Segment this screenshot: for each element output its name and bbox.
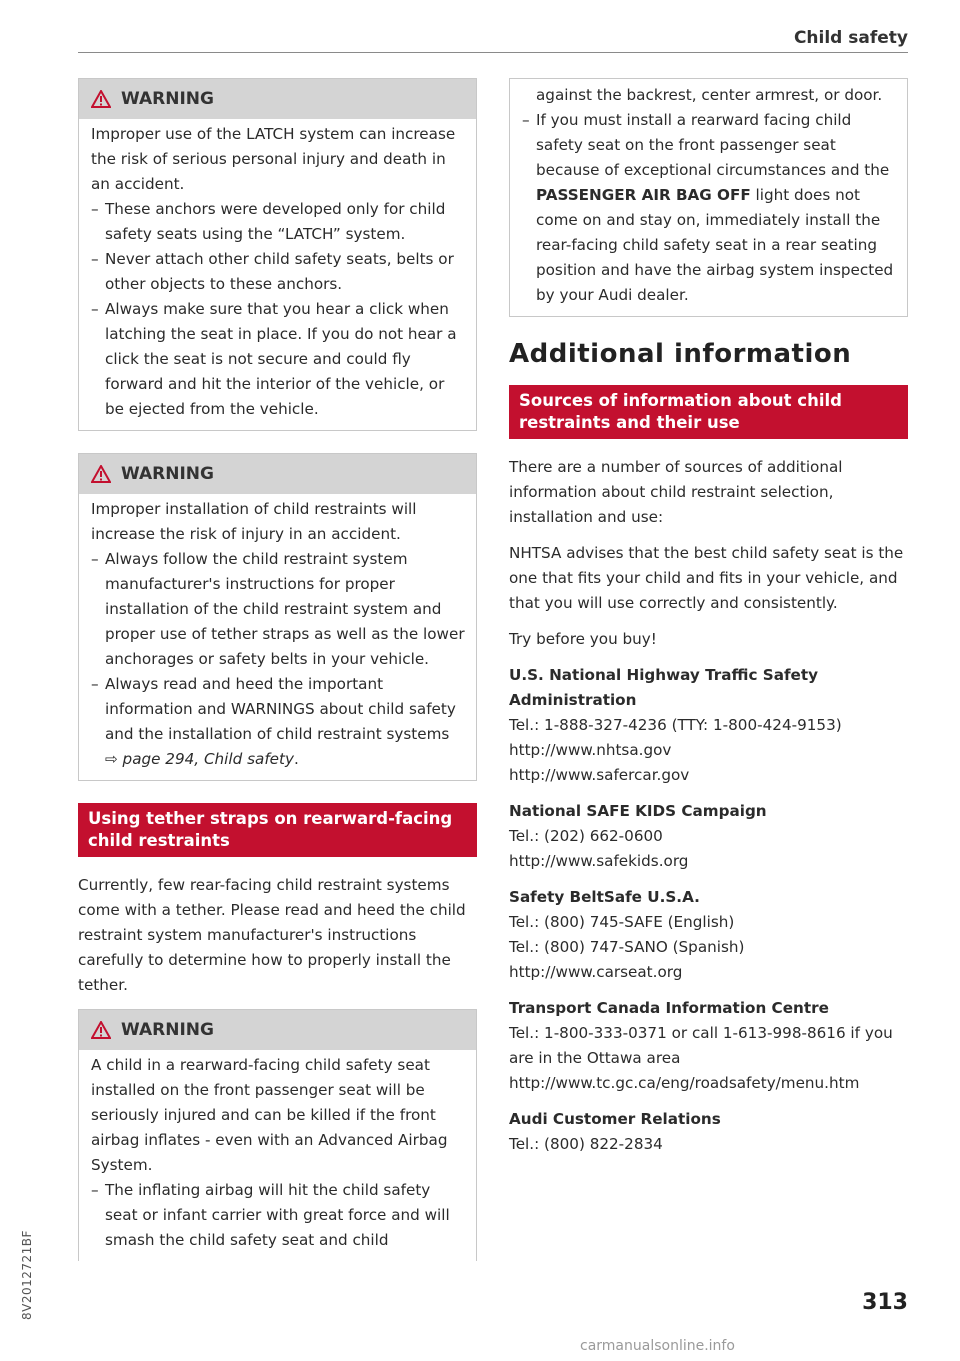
warning-list [91,197,466,422]
warning-list [522,108,897,308]
org-entry [509,799,908,874]
org-contact-line: Tel.: (800) 822-2834 [509,1135,663,1153]
org-link[interactable]: http://www.carseat.org [509,963,683,981]
warning-intro: Improper installation of child restraints will increase the risk of injury in an accident. [91,500,417,543]
org-name: Transport Canada Information Centre [509,999,829,1017]
page-reference-link[interactable]: ⇨ page 294, Child safety [105,750,294,768]
warning-box-rearward [78,1009,477,1261]
right-column [509,78,908,1168]
org-contact-line: Tel.: 1-800-333-0371 or call 1-613-998-8616 if you are in the Ottawa area [509,1024,893,1067]
warning-intro: Improper use of the LATCH system can increase the risk of serious personal injury and death in an accident. [91,125,456,193]
warning-triangle-icon [91,90,111,108]
paragraph: NHTSA advises that the best child safety seat is the one that fits your child and fits in your vehicle, and that you will use correctly and consistently. [509,544,904,612]
warning-list-item: – Always make sure that you hear a click when latching the seat in place. If you do not hear a click the seat is not secure and could fly forward and hit the interior of the vehicle, or be ejected from the vehicle. [91,297,466,422]
warning-list [91,547,466,772]
left-column [78,78,477,1261]
org-link[interactable]: http://www.safekids.org [509,852,689,870]
org-entry [509,1107,908,1157]
warning-intro: A child in a rearward-facing child safety seat installed on the front passenger seat will be seriously injured and can be killed if the front airbag inflates - even with an Advanced Airbag System. [91,1056,448,1174]
warning-list-item: – These anchors were developed only for child safety seats using the “LATCH” system. [91,197,466,247]
org-entry [509,996,908,1096]
warning-list-item [91,672,466,772]
list-item-text: Always read and heed the important information and WARNINGS about child safety and the installation of child restraint systems [105,675,456,743]
watermark: carmanualsonline.info [580,1338,735,1354]
warning-list-item: – The inflating airbag will hit the child safety seat or infant carrier with great force and will smash the child safety seat and child [91,1178,466,1253]
header-rule [78,52,908,53]
main-heading: Additional information [509,339,852,369]
running-header-title: Child safety [793,28,908,48]
org-contact-line: Tel.: (202) 662-0600 [509,827,663,845]
list-item-end: . [293,750,299,768]
section-heading-tether: Using tether straps on rearward-facing child restraints [78,803,477,857]
warning-continued-text: against the backrest, center armrest, or door. [536,86,883,104]
document-code: 8V2012721BF [20,1230,34,1320]
warning-body [79,119,476,430]
warning-box-installation [78,453,477,781]
warning-list-item [522,108,897,308]
warning-box-continued [509,78,908,317]
warning-list-item: – Never attach other child safety seats, belts or other objects to these anchors. [91,247,466,297]
org-entry [509,663,908,788]
list-item-text-end: light does not come on and stay on, immediately install the rear-facing child safety seat in a rear seating position and have the airbag system inspected by your Audi dealer. [536,186,894,304]
page-number: 313 [862,1290,908,1315]
org-contact-line: Tel.: (800) 745-SAFE (English) [509,913,735,931]
warning-triangle-icon [91,465,111,483]
org-contact-line: Tel.: (800) 747-SANO (Spanish) [509,938,745,956]
org-name: National SAFE KIDS Campaign [509,802,767,820]
warning-label: WARNING [121,1019,214,1040]
org-entry [509,885,908,985]
org-link[interactable]: http://www.safercar.gov [509,766,690,784]
section-paragraph: Currently, few rear-facing child restraint systems come with a tether. Please read and heed the child restraint system manufacturer's instructions carefully to determine how to properly install the tether. [78,876,466,994]
warning-label: WARNING [121,88,214,109]
warning-header [79,454,476,494]
warning-header [79,1010,476,1050]
warning-triangle-icon [91,1021,111,1039]
warning-list [91,1178,466,1253]
warning-label: WARNING [121,463,214,484]
paragraph: There are a number of sources of additional information about child restraint selection, installation and use: [509,458,843,526]
paragraph: Try before you buy! [509,630,657,648]
org-name: Safety BeltSafe U.S.A. [509,888,700,906]
org-contact-line: Tel.: 1-888-327-4236 (TTY: 1-800-424-9153) [509,716,842,734]
warning-body [79,494,476,780]
warning-box-latch [78,78,477,431]
org-name: Audi Customer Relations [509,1110,721,1128]
sub-heading-sources: Sources of information about child restraints and their use [509,385,908,439]
warning-header [79,79,476,119]
org-name: U.S. National Highway Traffic Safety Administration [509,666,819,709]
org-link[interactable]: http://www.tc.gc.ca/eng/roadsafety/menu.htm [509,1074,860,1092]
org-link[interactable]: http://www.nhtsa.gov [509,741,672,759]
warning-body [79,1050,476,1261]
list-item-text: If you must install a rearward facing child safety seat on the front passenger seat because of exceptional circumstances and the [536,111,890,179]
warning-list-item: – Always follow the child restraint system manufacturer's instructions for proper installation of the child restraint system and proper use of tether straps as well as the lower anchorages or safety belts in your vehicle. [91,547,466,672]
airbag-indicator-label: PASSENGER AIR BAG OFF [536,186,751,204]
